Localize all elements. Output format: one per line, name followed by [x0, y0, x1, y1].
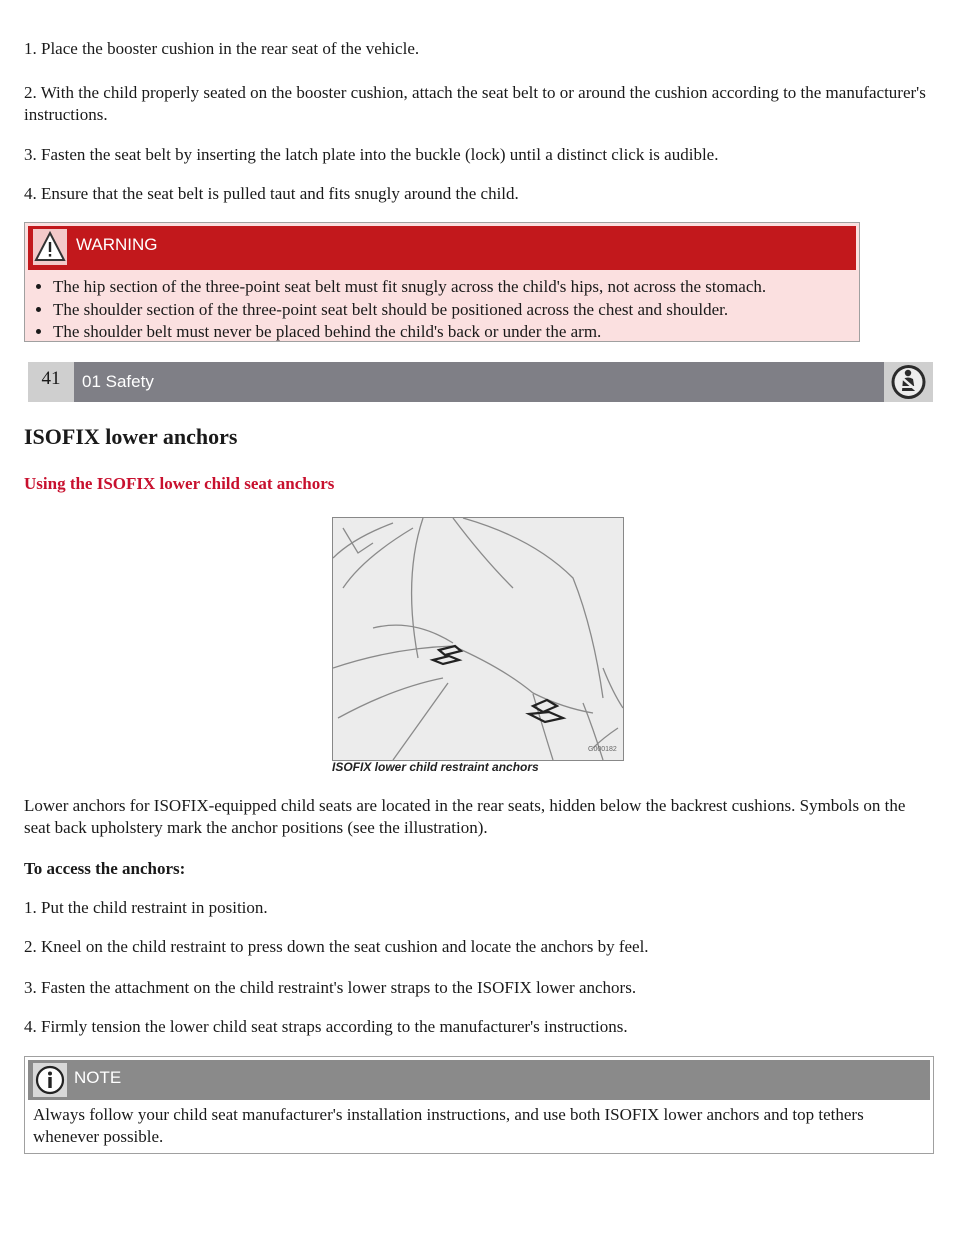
note-box: [24, 1056, 934, 1154]
access-step-2: 2. Kneel on the child restraint to press down the seat cushion and locate the anchors by feel.: [24, 937, 649, 956]
warning-item: • The shoulder belt must never be placed behind the child's back or under the arm.: [53, 321, 859, 344]
note-header: [28, 1060, 930, 1100]
warning-list: [25, 276, 859, 344]
access-step-3: 3. Fasten the attachment on the child restraint's lower straps to the ISOFIX lower anchors.: [24, 978, 637, 997]
section-label: 01 Safety: [74, 362, 884, 402]
seatbelt-person-icon: [884, 362, 933, 402]
section-icon-box: [884, 362, 933, 402]
intro-step-4: 4. Ensure that the seat belt is pulled taut and fits snugly around the child.: [24, 184, 519, 203]
page-number: 41: [28, 362, 74, 402]
warning-item: • The shoulder section of the three-point seat belt should be positioned across the chest and shoulder.: [53, 299, 859, 322]
warning-box: [24, 222, 860, 342]
subheading: Using the ISOFIX lower child seat anchors: [24, 474, 335, 493]
warning-item: • The hip section of the three-point seat belt must fit snugly across the child's hips, not across the stomach.: [53, 276, 859, 299]
figure-caption: ISOFIX lower child restraint anchors: [332, 760, 539, 774]
description: Lower anchors for ISOFIX-equipped child seats are located in the rear seats, hidden below the backrest cushions. Symbols on the seat back upholstery mark the anchor positions (see the illustration).: [24, 796, 906, 837]
warning-triangle-icon: [33, 229, 67, 265]
access-heading: To access the anchors:: [24, 859, 186, 878]
figure-code: G000182: [588, 746, 617, 753]
note-text: Always follow your child seat manufacturer's installation instructions, and use both ISOFIX lower anchors and top tethers whenever possible.: [33, 1105, 864, 1146]
note-title: NOTE: [74, 1068, 122, 1087]
warning-title: WARNING: [76, 235, 158, 254]
section-bar: [28, 362, 933, 402]
access-step-4: 4. Firmly tension the lower child seat straps according to the manufacturer's instructions.: [24, 1017, 628, 1036]
isofix-illustration: [332, 517, 624, 761]
warning-header: [28, 226, 856, 270]
page-heading: ISOFIX lower anchors: [24, 424, 238, 449]
intro-step-1: 1. Place the booster cushion in the rear seat of the vehicle.: [24, 39, 420, 58]
access-step-1: 1. Put the child restraint in position.: [24, 898, 268, 917]
intro-step-2: 2. With the child properly seated on the booster cushion, attach the seat belt to or around the cushion according to the manufacturer's instructions.: [24, 83, 926, 124]
seat-drawing: [333, 518, 623, 760]
intro-step-3: 3. Fasten the seat belt by inserting the latch plate into the buckle (lock) until a distinct click is audible.: [24, 145, 719, 164]
info-icon: [33, 1063, 67, 1097]
